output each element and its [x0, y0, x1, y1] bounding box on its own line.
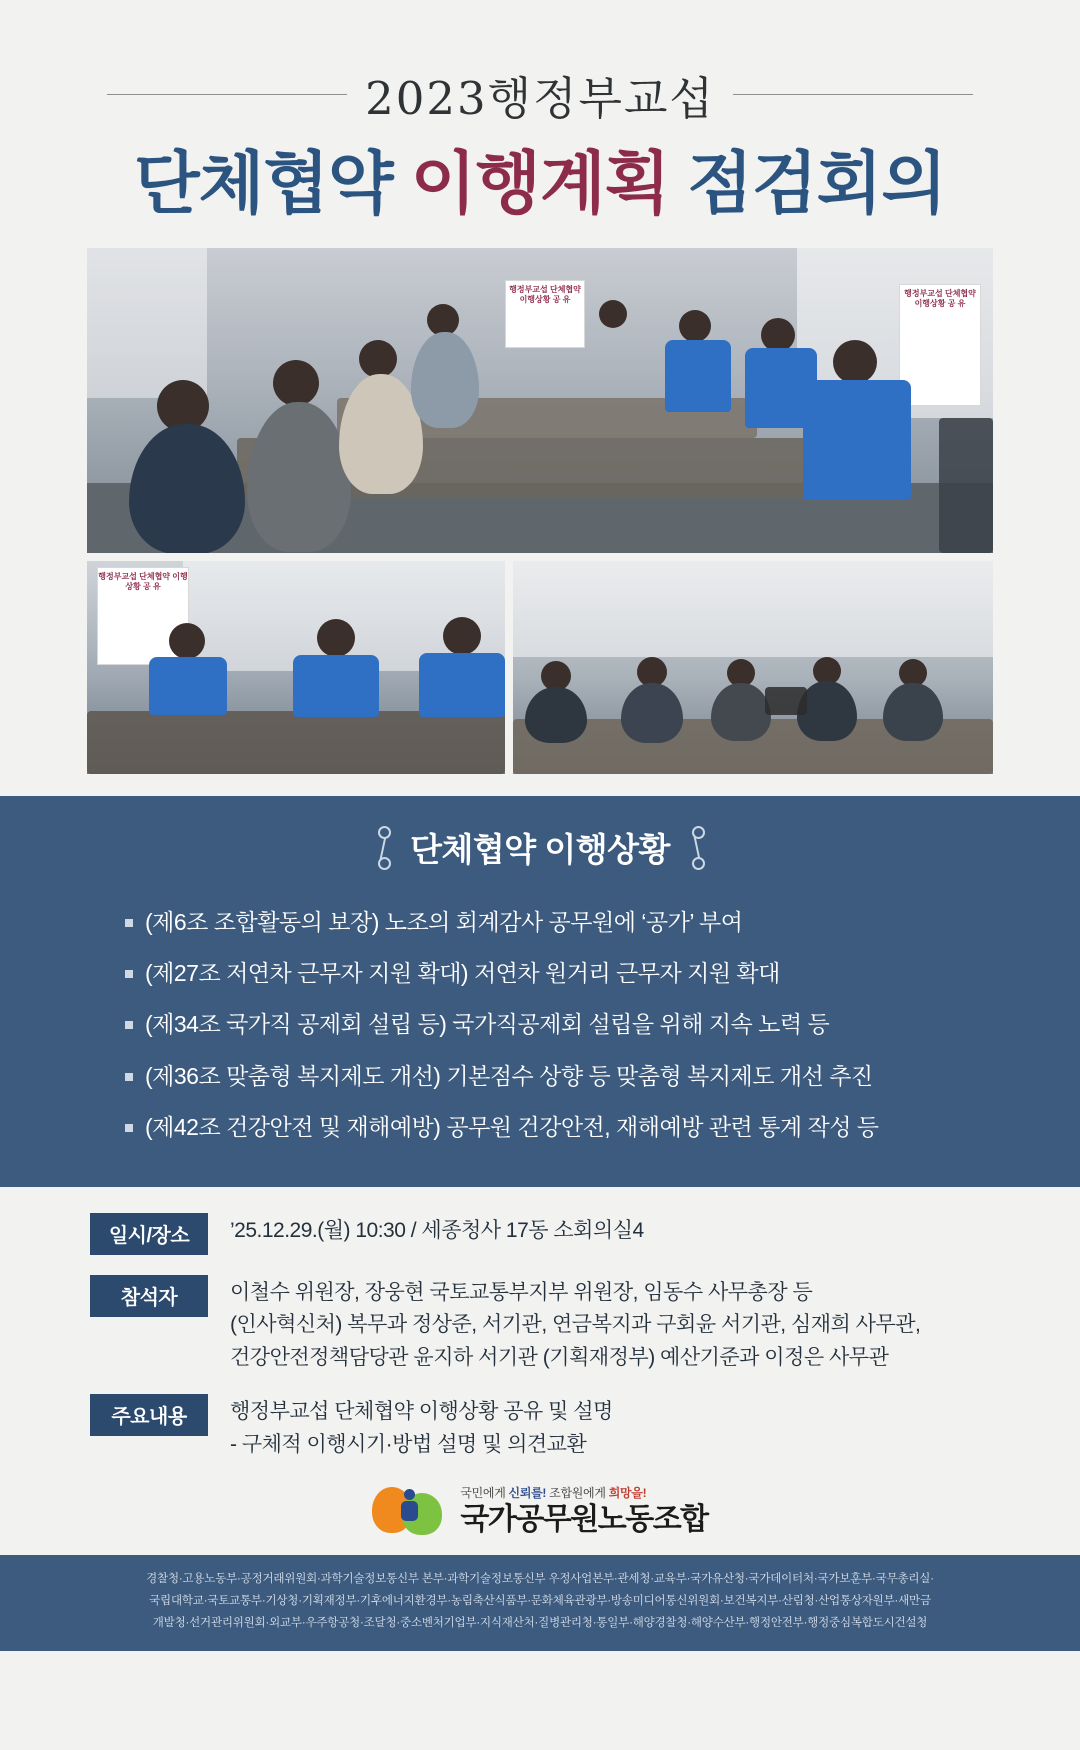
- bullet-list: [125, 897, 955, 1152]
- info-row-content: [90, 1394, 990, 1461]
- photo-board-text: 행정부교섭 단체협약 이행상황 공 유: [509, 285, 581, 305]
- list-item-label: (제42조 건강안전 및 재해예방) 공무원 건강안전, 재해예방 관련 통계 작성 등: [145, 1113, 879, 1140]
- photo-three-officials: [87, 561, 505, 774]
- photo-right-board-text: 행정부교섭 단체협약 이행상황 공 유: [904, 289, 976, 309]
- tag-attendees: 참석자: [90, 1275, 208, 1317]
- logo-slogan-1: 국민에게: [460, 1485, 506, 1500]
- list-item-label: (제34조 국가직 공제회 설립 등) 국가직공제회 설립을 위해 지속 노력 등: [145, 1011, 830, 1038]
- tag-content: 주요내용: [90, 1394, 208, 1436]
- list-item: [125, 948, 955, 999]
- info-row-datetime: [90, 1213, 990, 1255]
- value-datetime: ’25.12.29.(월) 10:30 / 세종청사 17동 소회의실4: [230, 1218, 644, 1242]
- tag-datetime: 일시/장소: [90, 1213, 208, 1255]
- footer-line-3: 개발청·선거관리위원회·외교부·우주항공청·조달청·중소벤처기업부·지식재산처·질병관리청·통일부·해양경찰청·해양수산부·행정안전부·행정중심복합도시건설청: [152, 1617, 928, 1630]
- bullet-square-icon: [125, 1124, 133, 1132]
- attendees-line-3: 건강안전정책담당관 윤지하 서기관 (기획재정부) 예산기준과 이정은 사무관: [230, 1345, 889, 1369]
- list-item-label: (제6조 조합활동의 보장) 노조의 회계감사 공무원에 ‘공가’ 부여: [145, 909, 743, 936]
- logo-slogan-2: 조합원에게: [549, 1485, 606, 1500]
- info-row-attendees: [90, 1275, 990, 1375]
- list-item: [125, 897, 955, 948]
- year-title-row: [0, 0, 1080, 127]
- photo-meeting-room-wide: [87, 248, 993, 553]
- content-line-1: 행정부교섭 단체협약 이행상황 공유 및 설명: [230, 1400, 613, 1424]
- logo-slogan-2-highlight: 희망을!: [608, 1485, 647, 1500]
- photo-collage: [87, 248, 993, 774]
- logo-person-icon: [399, 1489, 419, 1533]
- ornament-right-icon: [684, 826, 710, 870]
- attendees-line-2: (인사혁신처) 복무과 정상준, 서기관, 연금복지과 구회윤 서기관, 심재희 사무관,: [230, 1313, 921, 1337]
- year-title: 2023행정부교섭: [365, 72, 715, 125]
- logo-mark-icon: [372, 1483, 448, 1539]
- page-title-part2: 이행계획: [410, 146, 670, 222]
- footer-affiliates: [0, 1555, 1080, 1651]
- meeting-info-table: [90, 1213, 990, 1462]
- list-item: [125, 1102, 955, 1153]
- logo-text-block: [460, 1487, 707, 1536]
- organization-logo: [0, 1483, 1080, 1539]
- value-attendees: [230, 1275, 920, 1375]
- implementation-status-section: [0, 796, 1080, 1186]
- list-item-label: (제36조 맞춤형 복지제도 개선) 기본점수 상향 등 맞춤형 복지제도 개선 추진: [145, 1062, 873, 1089]
- attendees-line-1: 이철수 위원장, 장웅현 국토교통부지부 위원장, 임동수 사무총장 등: [230, 1280, 813, 1304]
- page-title-part1: 단체협약: [133, 146, 393, 222]
- photo-bl-board-text: 행정부교섭 단체협약 이행상황 공 유: [98, 572, 188, 592]
- bullet-square-icon: [125, 1073, 133, 1081]
- list-item-label: (제27조 저연차 근무자 지원 확대) 저연차 원거리 근무자 지원 확대: [145, 960, 780, 987]
- ornament-left-icon: [370, 826, 396, 870]
- band-title: 단체협약 이행상황: [410, 831, 670, 869]
- footer-line-1: 경찰청·고용노동부·공정거래위원회·과학기술정보통신부 본부·과학기술정보통신부 우정사업본부·관세청·교육부·국가유산청·국가데이터처·국가보훈부·국무총리실·: [146, 1573, 934, 1586]
- rule-right: [733, 94, 973, 95]
- photo-row-2: [87, 561, 993, 774]
- bullet-square-icon: [125, 919, 133, 927]
- logo-slogan-1-highlight: 신뢰를!: [508, 1485, 547, 1500]
- bullet-square-icon: [125, 970, 133, 978]
- value-content: [230, 1394, 613, 1461]
- rule-left: [107, 94, 347, 95]
- page-title: [0, 146, 1080, 222]
- page-title-part3: 점검회의: [687, 146, 947, 222]
- band-title-row: [0, 824, 1080, 871]
- footer-line-2: 국립대학교·국토교통부·기상청·기획재정부·기후에너지환경부·농림축산식품부·문화체육관광부·방송미디어통신위원회·보건복지부·산림청·산업통상자원부·새만금: [149, 1595, 931, 1608]
- content-line-2: - 구체적 이행시기·방법 설명 및 의견교환: [230, 1432, 587, 1456]
- logo-slogan: [460, 1487, 707, 1500]
- list-item: [125, 999, 955, 1050]
- list-item: [125, 1051, 955, 1102]
- logo-name: 국가공무원노동조합: [460, 1502, 708, 1536]
- photo-government-side: [513, 561, 993, 774]
- bullet-square-icon: [125, 1021, 133, 1029]
